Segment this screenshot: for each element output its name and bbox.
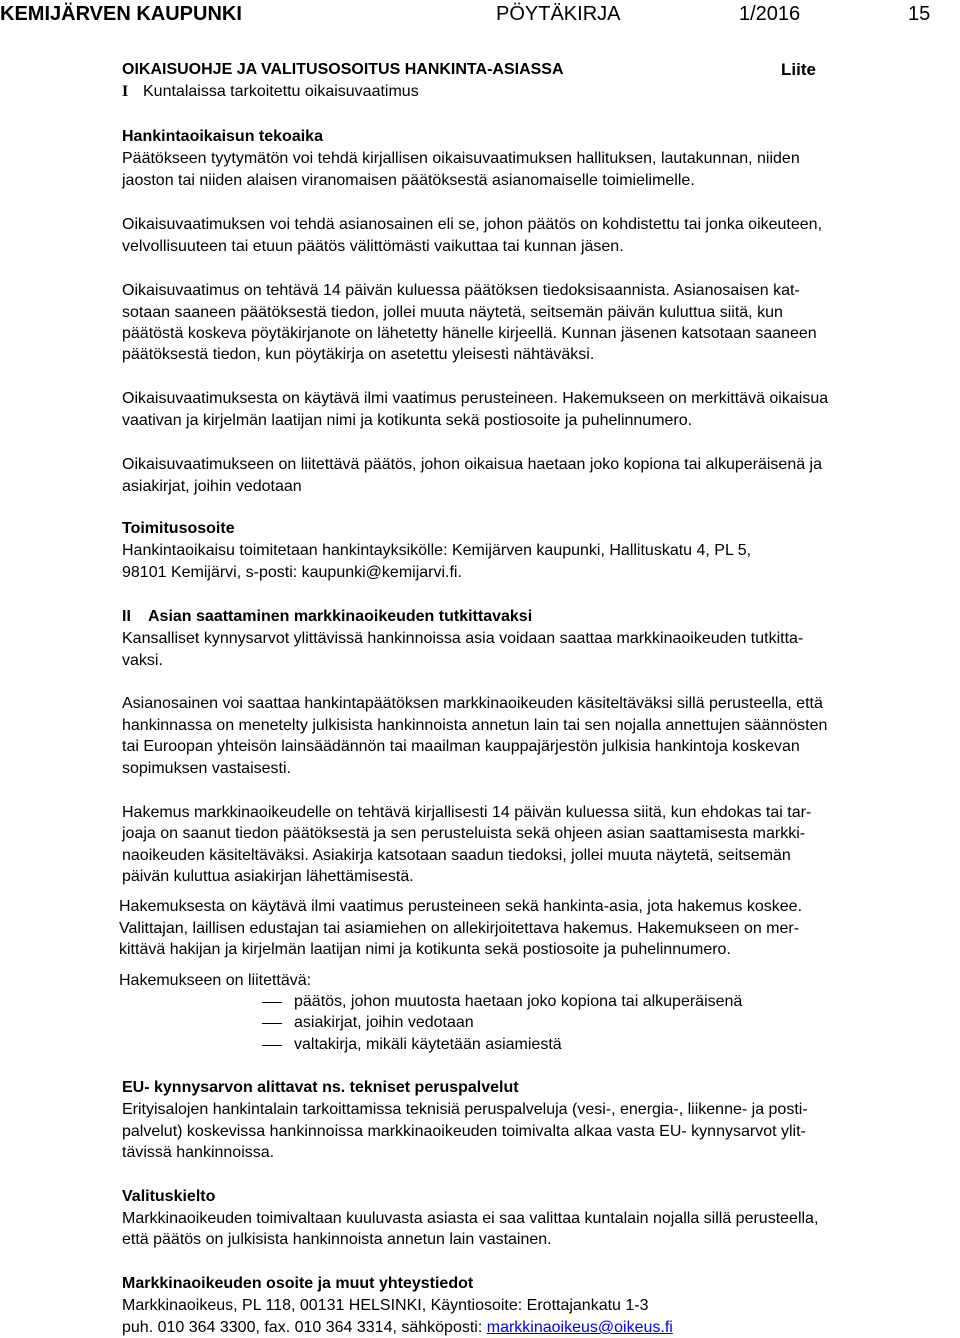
attachments-intro: Hakemukseen on liitettävä: [119, 972, 312, 989]
paragraph-line: päätöksestä tiedon, kun pöytäkirja on asetettu yleisesti nähtäväksi. [122, 346, 595, 363]
dash-bullet [262, 1045, 282, 1046]
paragraph-line: Oikaisuvaatimuksesta on käytävä ilmi vaatimus perusteineen. Hakemukseen on merkittävä oikaisua [122, 390, 829, 407]
paragraph-line: että päätös on julkisista hankinnoista annetun lain vastainen. [122, 1231, 552, 1248]
heading-toimitusosoite: Toimitusosoite [122, 520, 235, 537]
dash-bullet [262, 1002, 282, 1003]
paragraph-line: joaja on saanut tiedon päätöksestä ja sen perusteluista sekä ohjeen asian saattamisesta markki- [122, 825, 806, 842]
contact-phone-line [122, 1317, 673, 1338]
paragraph-line: Erityisalojen hankintalain tarkoittamissa teknisiä peruspalveluja (vesi-, energia-, liikenne- ja posti- [122, 1101, 808, 1118]
paragraph-line: vaksi. [122, 652, 163, 669]
section-2-number: II [122, 608, 131, 625]
paragraph-line: Oikaisuvaatimukseen on liitettävä päätös, johon oikaisua haetaan joko kopiona tai alkuperäisenä ja [122, 456, 823, 473]
organization-name: KEMIJÄRVEN KAUPUNKI [0, 3, 242, 25]
paragraph-line: Asianosainen voi saattaa hankintapäätöksen markkinaoikeuden käsiteltäväksi sillä perusteella, että [122, 695, 823, 712]
issue-number: 1/2016 [739, 3, 801, 25]
paragraph-line: 98101 Kemijärvi, s-posti: kaupunki@kemijarvi.fi. [122, 564, 462, 581]
contact-phone-fax: puh. 010 364 3300, fax. 010 364 3314, sähköposti: [122, 1319, 487, 1336]
paragraph-line: Hakemus markkinaoikeudelle on tehtävä kirjallisesti 14 päivän kuluessa siitä, kun ehdokas tai tar- [122, 804, 812, 821]
paragraph-line: Hankintaoikaisu toimitetaan hankintayksikölle: Kemijärven kaupunki, Hallituskatu 4, PL 5, [122, 542, 752, 559]
heading-valituskielto: Valituskielto [122, 1188, 216, 1205]
paragraph-line: kittävä hakijan ja kirjelmän laatijan nimi ja kotikunta sekä postiosoite ja puhelinnumero. [119, 941, 731, 958]
paragraph-line: hankinnassa on menetelty julkisista hankinnoista annetun lain tai sen nojalla annettujen säännösten [122, 717, 828, 734]
paragraph-line: Valittajan, laillisen edustajan tai asiamiehen on allekirjoitettava hakemus. Hakemukseen on mer- [119, 920, 800, 937]
attachment-label: Liite [781, 60, 816, 79]
paragraph-line: Kansalliset kynnysarvot ylittävissä hankinnoissa asia voidaan saattaa markkinaoikeuden tutkitta- [122, 630, 804, 647]
paragraph-line: naoikeuden käsiteltäväksi. Asiakirja katsotaan saadun tiedoksi, jollei muuta näytetä, seitsemän [122, 847, 791, 864]
paragraph-line: sopimuksen vastaisesti. [122, 760, 291, 777]
paragraph-line: velvollisuuteen tai etuun päätös välittömästi vaikuttaa tai kunnan jäsen. [122, 238, 624, 255]
list-item: valtakirja, mikäli käytetään asiamiestä [294, 1036, 562, 1053]
dash-bullet [262, 1023, 282, 1024]
paragraph-line: vaativan ja kirjelmän laatijan nimi ja kotikunta sekä postiosoite ja puhelinnumero. [122, 412, 693, 429]
section-1-number: I [122, 83, 129, 100]
heading-eu-kynnysarvo: EU- kynnysarvon alittavat ns. tekniset peruspalvelut [122, 1079, 519, 1096]
section-2-title: Asian saattaminen markkinaoikeuden tutkittavaksi [148, 608, 533, 625]
heading-hankintaoikaisun-tekoaika: Hankintaoikaisun tekoaika [122, 128, 323, 145]
paragraph-line: jaoston tai niiden alaisen viranomaisen päätöksestä asianomaiselle toimielimelle. [122, 172, 695, 189]
paragraph-line: Markkinaoikeuden toimivaltaan kuuluvasta asiasta ei saa valittaa kuntalain nojalla sillä perusteella, [122, 1210, 819, 1227]
paragraph-line: palvelut) koskevissa hankinnoissa markkinaoikeuden toimivalta alkaa vasta EU- kynnysarvot ylit- [122, 1123, 806, 1140]
contact-address: Markkinaoikeus, PL 118, 00131 HELSINKI, Käyntiosoite: Erottajankatu 1-3 [122, 1297, 649, 1314]
paragraph-line: Oikaisuvaatimus on tehtävä 14 päivän kuluessa päätöksen tiedoksisaannista. Asianosaisen kat- [122, 282, 800, 299]
paragraph-line: päivän kuluttua asiakirjan lähettämisestä. [122, 868, 414, 885]
paragraph-line: Oikaisuvaatimuksen voi tehdä asianosainen eli se, johon päätös on kohdistettu tai jonka oikeuteen, [122, 216, 823, 233]
paragraph-line: Hakemuksesta on käytävä ilmi vaatimus perusteineen sekä hankinta-asia, jota hakemus koskee. [119, 898, 803, 915]
list-item: päätös, johon muutosta haetaan joko kopiona tai alkuperäisenä [294, 993, 743, 1010]
paragraph-line: tai Euroopan yhteisön lainsäädännön tai maailman kauppajärjestön julkisia hankintoja koskevan [122, 738, 800, 755]
document-type: PÖYTÄKIRJA [496, 3, 621, 25]
contact-email-link[interactable]: markkinaoikeus@oikeus.fi [486, 1319, 673, 1336]
list-item: asiakirjat, joihin vedotaan [294, 1014, 474, 1031]
paragraph-line: tävissä hankinnoissa. [122, 1144, 275, 1161]
heading-contact: Markkinaoikeuden osoite ja muut yhteystiedot [122, 1275, 474, 1292]
document-title: OIKAISUOHJE JA VALITUSOSOITUS HANKINTA-ASIASSA [122, 61, 564, 78]
paragraph-line: sotaan saaneen päätöksestä tiedon, jollei muuta näytetä, seitsemän päivän kuluttua siitä, kun [122, 304, 783, 321]
section-1-title: Kuntalaissa tarkoitettu oikaisuvaatimus [143, 83, 419, 100]
paragraph-line: päätöstä koskeva pöytäkirjanote on lähetetty hänelle kirjeellä. Kunnan jäsenen katsotaan saaneen [122, 325, 817, 342]
page-number: 15 [908, 3, 931, 25]
paragraph-line: asiakirjat, joihin vedotaan [122, 478, 302, 495]
paragraph-line: Päätökseen tyytymätön voi tehdä kirjallisen oikaisuvaatimuksen hallituksen, lautakunnan, niiden [122, 150, 800, 167]
